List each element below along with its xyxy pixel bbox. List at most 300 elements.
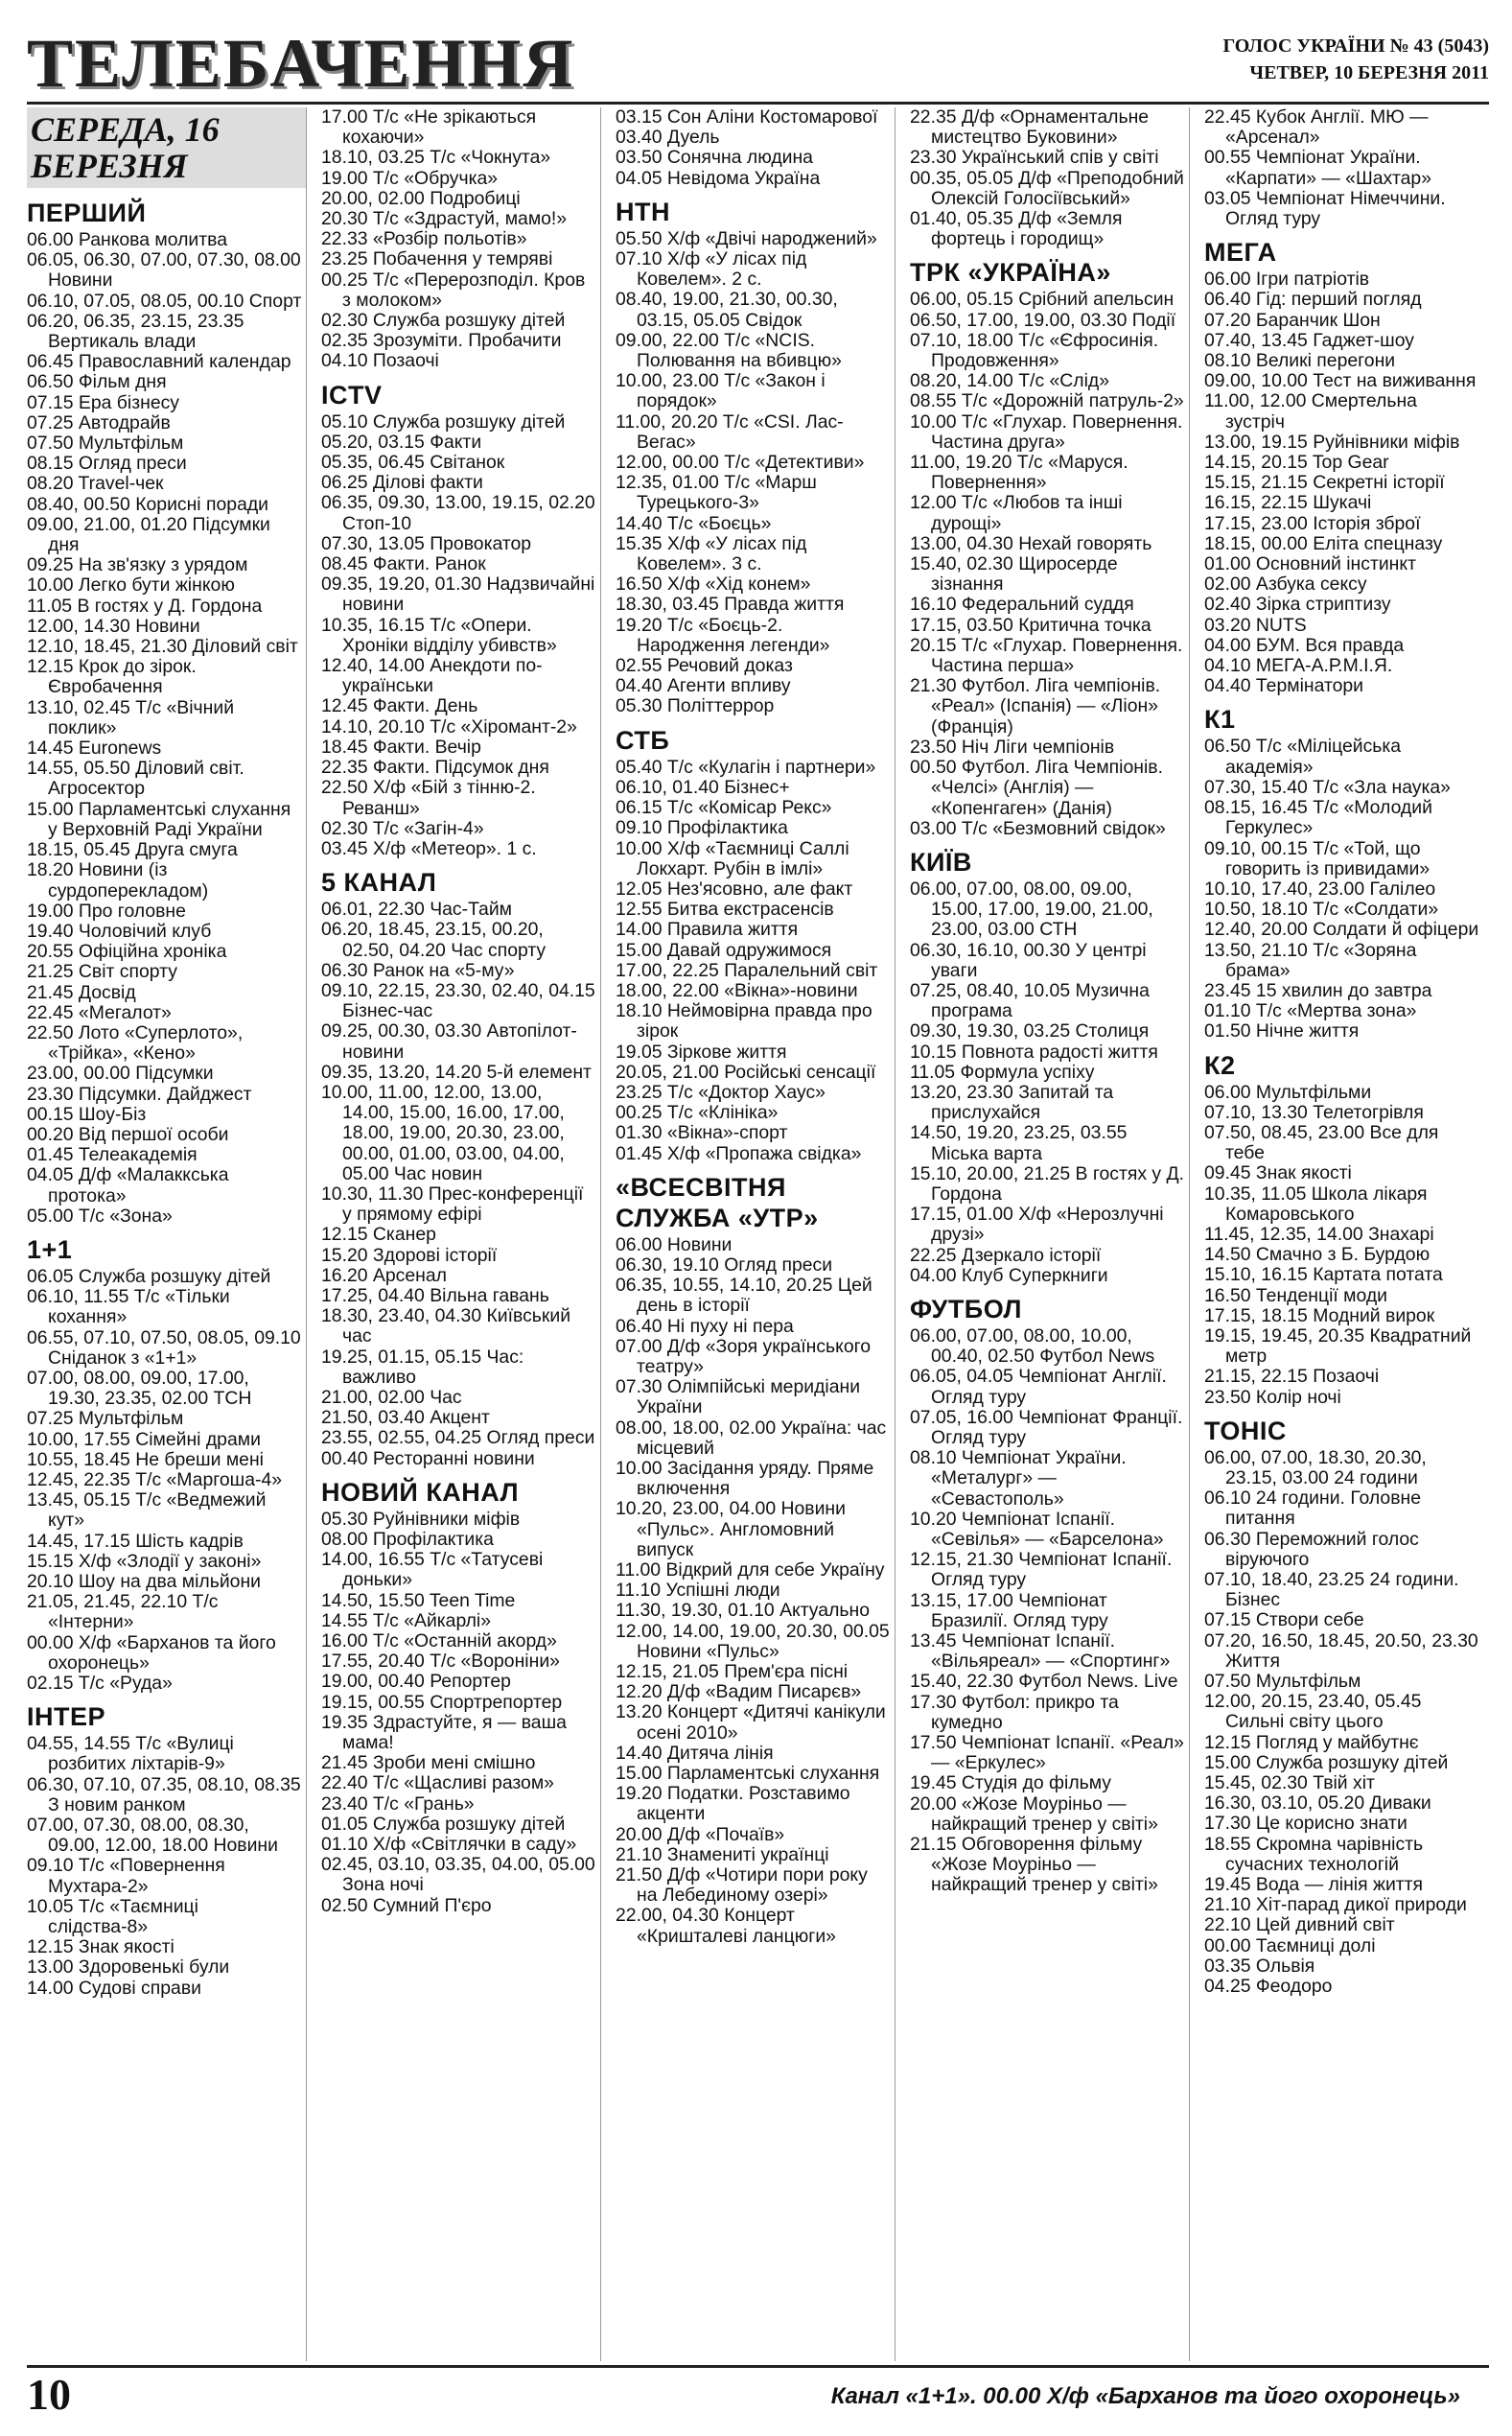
program-entry: 02.50 Сумний П'єро bbox=[321, 1894, 492, 1916]
program-entry: 06.00, 05.15 Срібний апельсин bbox=[910, 289, 1175, 311]
channel-heading: 1+1 bbox=[27, 1234, 73, 1264]
program-entry: 06.50 Т/с «Міліцейська академія» bbox=[1204, 736, 1402, 778]
column-5 bbox=[1204, 107, 1484, 2361]
program-entry: 14.50 Смачно з Б. Бурдою bbox=[1204, 1244, 1431, 1266]
program-entry: 09.10 Т/с «Повернення Мухтара-2» bbox=[27, 1855, 225, 1897]
program-entry: 18.30, 23.40, 04.30 Київський час bbox=[321, 1305, 571, 1347]
program-entry: 00.20 Від першої особи bbox=[27, 1123, 229, 1145]
program-entry: 09.35, 13.20, 14.20 5-й елемент bbox=[321, 1061, 592, 1083]
program-entry: 19.00 Про головне bbox=[27, 900, 186, 922]
program-entry: 01.10 Х/ф «Світлячки в саду» bbox=[321, 1834, 577, 1856]
program-entry: 11.10 Успішні люди bbox=[616, 1580, 780, 1602]
program-entry: 12.20 Д/ф «Вадим Писарєв» bbox=[616, 1681, 862, 1703]
program-entry: 22.00, 04.30 Концерт «Кришталеві ланцюги» bbox=[616, 1905, 836, 1947]
program-entry: 00.55 Чемпіонат України. «Карпати» — «Шахтар» bbox=[1204, 147, 1432, 189]
program-entry: 10.30, 11.30 Прес-конференції у прямому ефірі bbox=[321, 1183, 584, 1226]
program-entry: 22.33 «Розбір польотів» bbox=[321, 228, 527, 250]
program-entry: 09.00, 10.00 Тест на виживання bbox=[1204, 370, 1477, 392]
program-entry: 11.00, 20.20 Т/с «CSI. Лас-Вегас» bbox=[616, 410, 844, 453]
program-entry: 17.15, 01.00 Х/ф «Нерозлучні друзі» bbox=[910, 1204, 1164, 1246]
program-entry: 20.30 Т/с «Здрастуй, мамо!» bbox=[321, 208, 568, 230]
program-entry: 15.40, 02.30 Щиросерде зізнання bbox=[910, 553, 1118, 596]
program-entry: 06.20, 06.35, 23.15, 23.35 Вертикаль влади bbox=[27, 310, 244, 353]
program-entry: 06.10 24 години. Головне питання bbox=[1204, 1487, 1422, 1530]
program-entry: 10.05 Т/с «Таємниці слідства-8» bbox=[27, 1895, 198, 1938]
program-entry: 07.25, 08.40, 10.05 Музична програма bbox=[910, 979, 1150, 1022]
program-entry: 17.25, 04.40 Вільна гавань bbox=[321, 1284, 549, 1306]
program-entry: 17.55, 20.40 Т/с «Вороніни» bbox=[321, 1651, 560, 1673]
program-entry: 12.15 Крок до зірок. Євробачення bbox=[27, 656, 197, 698]
program-entry: 13.50, 21.10 Т/с «Зоряна брама» bbox=[1204, 939, 1417, 981]
program-entry: 14.50, 19.20, 23.25, 03.55 Міська варта bbox=[910, 1122, 1128, 1164]
program-entry: 16.10 Федеральний суддя bbox=[910, 594, 1134, 616]
program-entry: 02.15 Т/с «Руда» bbox=[27, 1673, 173, 1695]
column-2 bbox=[321, 107, 601, 2361]
footer bbox=[27, 2371, 1489, 2419]
program-entry: 07.40, 13.45 Гаджет-шоу bbox=[1204, 329, 1414, 351]
program-entry: 08.20 Travel-чек bbox=[27, 473, 164, 495]
program-entry: 23.30 Український спів у світі bbox=[910, 147, 1159, 169]
program-entry: 17.00, 22.25 Паралельний світ bbox=[616, 959, 878, 981]
program-entry: 18.55 Скромна чарівність сучасних технологій bbox=[1204, 1833, 1424, 1875]
program-entry: 22.35 Д/ф «Орнаментальне мистецтво Буковини» bbox=[910, 107, 1150, 149]
program-entry: 18.15, 00.00 Еліта спецназу bbox=[1204, 532, 1443, 554]
program-entry: 17.30 Це корисно знати bbox=[1204, 1813, 1407, 1835]
program-entry: 11.00, 19.20 Т/с «Маруся. Повернення» bbox=[910, 452, 1128, 494]
program-entry: 06.25 Ділові факти bbox=[321, 472, 483, 494]
program-entry: 21.15 Обговорення фільму «Жозе Моурiньо — найкращий тренер у світі» bbox=[910, 1834, 1158, 1896]
program-entry: 15.00 Парламентські слухання bbox=[616, 1763, 880, 1785]
program-entry: 06.00, 07.00, 18.30, 20.30, 23.15, 03.00 24 години bbox=[1204, 1446, 1427, 1488]
program-entry: 08.20, 14.00 Т/с «Слід» bbox=[910, 370, 1110, 392]
program-entry: 14.40 Дитяча лінія bbox=[616, 1742, 774, 1764]
program-entry: 06.30, 16.10, 00.30 У центрі уваги bbox=[910, 939, 1147, 981]
program-entry: 04.40 Термінатори bbox=[1204, 675, 1364, 697]
program-entry: 18.20 Новини (із сурдоперекладом) bbox=[27, 859, 209, 902]
program-entry: 04.25 Феодоро bbox=[1204, 1976, 1333, 1998]
program-entry: 19.00 Т/с «Обручка» bbox=[321, 167, 499, 189]
program-entry: 22.10 Цей дивний світ bbox=[1204, 1914, 1395, 1936]
program-entry: 01.10 Т/с «Мертва зона» bbox=[1204, 1000, 1417, 1022]
channel-heading: К2 bbox=[1204, 1050, 1236, 1080]
program-entry: 02.00 Азбука сексу bbox=[1204, 574, 1367, 596]
program-entry: 21.00, 02.00 Час bbox=[321, 1386, 462, 1408]
program-entry: 07.10, 18.00 Т/с «Єфросинія. Продовження» bbox=[910, 329, 1159, 372]
program-entry: 04.00 Клуб Суперкниги bbox=[910, 1264, 1108, 1286]
program-entry: 16.15, 22.15 Шукачі bbox=[1204, 492, 1372, 514]
program-entry: 20.00 Д/ф «Почаїв» bbox=[616, 1823, 785, 1845]
program-entry: 06.30, 19.10 Огляд преси bbox=[616, 1253, 833, 1276]
program-entry: 08.55 Т/с «Дорожній патруль-2» bbox=[910, 390, 1184, 412]
program-entry: 06.00 Новини bbox=[616, 1233, 733, 1255]
program-entry: 00.40 Ресторанні новини bbox=[321, 1447, 535, 1469]
program-entry: 05.00 Т/с «Зона» bbox=[27, 1205, 173, 1227]
program-entry: 08.00, 18.00, 02.00 Україна: час місцевий bbox=[616, 1417, 887, 1459]
program-entry: 23.25 Побачення у темряві bbox=[321, 248, 553, 270]
program-entry: 03.35 Ольвія bbox=[1204, 1955, 1315, 1977]
program-entry: 13.45 Чемпіонат Іспанії. «Вільяреал» — «Спортинг» bbox=[910, 1630, 1171, 1673]
program-entry: 06.00 Ігри патріотів bbox=[1204, 269, 1370, 291]
program-entry: 13.20, 23.30 Запитай та прислухайся bbox=[910, 1081, 1114, 1124]
program-entry: 10.10, 17.40, 23.00 Галілео bbox=[1204, 878, 1436, 900]
program-entry: 22.40 Т/с «Щасливі разом» bbox=[321, 1772, 554, 1794]
program-entry: 12.45, 22.35 Т/с «Маргоша-4» bbox=[27, 1468, 283, 1490]
program-entry: 11.45, 12.35, 14.00 Знахарі bbox=[1204, 1223, 1434, 1245]
issue-number: ГОЛОС УКРАЇНИ № 43 (5043) bbox=[1222, 35, 1489, 57]
program-entry: 08.40, 00.50 Корисні поради bbox=[27, 493, 269, 515]
program-entry: 23.50 Ніч Ліги чемпіонів bbox=[910, 736, 1115, 758]
program-entry: 10.00, 17.55 Сімейні драми bbox=[27, 1428, 261, 1450]
program-entry: 15.10, 16.15 Картата потата bbox=[1204, 1264, 1443, 1286]
program-entry: 00.25 Т/с «Клініка» bbox=[616, 1102, 779, 1124]
program-entry: 08.15 Огляд преси bbox=[27, 453, 187, 475]
program-entry: 12.15 Знак якості bbox=[27, 1936, 174, 1958]
program-entry: 00.00 Таємниці долі bbox=[1204, 1934, 1376, 1956]
program-entry: 09.35, 19.20, 01.30 Надзвичайні новини bbox=[321, 574, 595, 616]
program-entry: 13.10, 02.45 Т/с «Вічний поклик» bbox=[27, 696, 235, 738]
program-entry: 12.00, 14.30 Новини bbox=[27, 615, 200, 637]
column-1 bbox=[27, 107, 307, 2361]
program-entry: 13.15, 17.00 Чемпіонат Бразилії. Огляд туру bbox=[910, 1589, 1108, 1631]
program-entry: 15.40, 22.30 Футбол News. Live bbox=[910, 1671, 1178, 1693]
channel-heading: ФУТБОЛ bbox=[910, 1294, 1022, 1323]
program-entry: 01.45 Х/ф «Пропажа свідка» bbox=[616, 1142, 862, 1164]
program-entry: 22.25 Дзеркало історії bbox=[910, 1244, 1102, 1266]
program-entry: 06.40 Гід: перший погляд bbox=[1204, 289, 1422, 311]
program-entry: 22.50 Х/ф «Бій з тінню-2. Реванш» bbox=[321, 777, 536, 819]
program-entry: 08.40, 19.00, 21.30, 00.30, 03.15, 05.05 Свідок bbox=[616, 289, 838, 331]
channel-heading: ICTV bbox=[321, 380, 383, 410]
column-4 bbox=[910, 107, 1190, 2361]
channel-heading: «ВСЕСВІТНЯ СЛУЖБА «УТР» bbox=[616, 1172, 819, 1232]
program-entry: 17.15, 03.50 Критична точка bbox=[910, 614, 1151, 636]
program-entry: 06.01, 22.30 Час-Тайм bbox=[321, 899, 512, 921]
program-entry: 16.20 Арсенал bbox=[321, 1264, 447, 1286]
program-entry: 06.10, 07.05, 08.05, 00.10 Спорт bbox=[27, 290, 302, 312]
program-entry: 23.50 Колір ночі bbox=[1204, 1386, 1341, 1408]
program-entry: 14.45, 17.15 Шість кадрів bbox=[27, 1530, 244, 1552]
program-entry: 07.10, 18.40, 23.25 24 години. Бізнес bbox=[1204, 1569, 1459, 1611]
program-entry: 12.00, 20.15, 23.40, 05.45 Сильні світу цього bbox=[1204, 1691, 1422, 1733]
program-entry: 03.05 Чемпіонат Німеччини. Огляд туру bbox=[1204, 187, 1446, 230]
program-entry: 04.40 Агенти впливу bbox=[616, 675, 791, 697]
column-3 bbox=[616, 107, 896, 2361]
program-entry: 23.40 Т/с «Грань» bbox=[321, 1792, 475, 1815]
program-entry: 07.00, 07.30, 08.00, 08.30, 09.00, 12.00, 18.00 Новини bbox=[27, 1815, 278, 1857]
program-entry: 09.10, 22.15, 23.30, 02.40, 04.15 Бізнес-час bbox=[321, 979, 595, 1022]
program-entry: 07.15 Ера бізнесу bbox=[27, 391, 179, 413]
issue-info bbox=[1222, 33, 1489, 86]
program-entry: 13.00, 19.15 Руйнівники міфів bbox=[1204, 431, 1460, 453]
program-entry: 12.15, 21.05 Прем'єра пісні bbox=[616, 1661, 849, 1683]
program-entry: 07.30 Олімпійські меридіани України bbox=[616, 1376, 861, 1418]
program-entry: 06.00, 07.00, 08.00, 09.00, 15.00, 17.00, 19.00, 21.00, 23.00, 03.00 СТН bbox=[910, 878, 1153, 941]
program-entry: 04.10 МЕГА-А.Р.М.І.Я. bbox=[1204, 655, 1393, 677]
program-entry: 06.00, 07.00, 08.00, 10.00, 00.40, 02.50 Футбол News bbox=[910, 1324, 1155, 1368]
program-entry: 12.15 Погляд у майбутнє bbox=[1204, 1731, 1419, 1753]
program-entry: 14.45 Euronews bbox=[27, 738, 162, 760]
program-entry: 01.50 Нічне життя bbox=[1204, 1020, 1360, 1042]
tv-listings bbox=[27, 107, 1489, 2361]
program-entry: 19.15, 00.55 Спортрепортер bbox=[321, 1691, 563, 1713]
program-entry: 03.50 Сонячна людина bbox=[616, 147, 813, 169]
program-entry: 19.20 Т/с «Боєць-2. Народження легенди» bbox=[616, 614, 830, 656]
program-entry: 09.45 Знак якості bbox=[1204, 1162, 1352, 1184]
program-entry: 08.10 Чемпіонат України. «Металург» — «Севастополь» bbox=[910, 1447, 1127, 1510]
program-entry: 14.00 Судові справи bbox=[27, 1977, 201, 1999]
program-entry: 04.05 Невідома Україна bbox=[616, 167, 821, 189]
program-entry: 05.10 Служба розшуку дітей bbox=[321, 410, 566, 433]
program-entry: 09.25, 00.30, 03.30 Автопілот-новини bbox=[321, 1020, 577, 1063]
program-entry: 00.50 Футбол. Ліга Чемпіонів. «Челсі» (Англія) — «Копенгаген» (Данія) bbox=[910, 757, 1163, 819]
program-entry: 18.15, 05.45 Друга смуга bbox=[27, 839, 238, 861]
program-entry: 10.00 Х/ф «Таємниці Саллі Локхарт. Рубін в імлі» bbox=[616, 837, 849, 879]
program-entry: 06.30 Переможний голос віруючого bbox=[1204, 1528, 1419, 1570]
program-entry: 10.00 Засідання уряду. Пряме включення bbox=[616, 1457, 874, 1500]
program-entry: 14.55, 05.50 Діловий світ. Агросектор bbox=[27, 758, 244, 800]
program-entry: 15.45, 02.30 Твій хіт bbox=[1204, 1772, 1375, 1794]
program-entry: 06.10, 01.40 Бізнес+ bbox=[616, 776, 790, 798]
program-entry: 14.50, 15.50 Teen Time bbox=[321, 1589, 516, 1611]
program-entry: 01.05 Служба розшуку дітей bbox=[321, 1813, 566, 1835]
program-entry: 21.10 Хіт-парад дикої природи bbox=[1204, 1894, 1467, 1916]
program-entry: 13.45, 05.15 Т/с «Ведмежий кут» bbox=[27, 1489, 267, 1532]
program-entry: 19.25, 01.15, 05.15 Час: важливо bbox=[321, 1346, 524, 1388]
program-entry: 09.25 На зв'язку з урядом bbox=[27, 554, 248, 576]
program-entry: 15.00 Давай одружимося bbox=[616, 939, 832, 961]
program-entry: 19.20 Податки. Розставимо акценти bbox=[616, 1783, 850, 1825]
program-entry: 04.10 Позаочі bbox=[321, 350, 439, 372]
program-entry: 23.25 Т/с «Доктор Хаус» bbox=[616, 1081, 826, 1103]
program-entry: 06.10, 11.55 Т/с «Тільки кохання» bbox=[27, 1286, 230, 1328]
program-entry: 17.50 Чемпіонат Іспанії. «Реал» — «Еркулес» bbox=[910, 1732, 1184, 1774]
program-entry: 04.05 Д/ф «Малаккська протока» bbox=[27, 1164, 229, 1206]
program-entry: 12.10, 18.45, 21.30 Діловий світ bbox=[27, 636, 298, 658]
program-entry: 04.00 БУМ. Вся правда bbox=[1204, 634, 1405, 656]
program-entry: 15.15 Х/ф «Злодії у законі» bbox=[27, 1550, 262, 1572]
program-entry: 02.40 Зірка стриптизу bbox=[1204, 594, 1391, 616]
issue-date: ЧЕТВЕР, 10 БЕРЕЗНЯ 2011 bbox=[1249, 62, 1489, 83]
program-entry: 00.00 Х/ф «Барханов та його охоронець» bbox=[27, 1631, 276, 1674]
program-entry: 19.05 Зіркове життя bbox=[616, 1041, 787, 1063]
program-entry: 16.30, 03.10, 05.20 Диваки bbox=[1204, 1792, 1431, 1815]
program-entry: 11.00, 12.00 Смертельна зустріч bbox=[1204, 390, 1417, 433]
program-entry: 22.45 Кубок Англії. МЮ — «Арсенал» bbox=[1204, 107, 1429, 149]
section-title: ТЕЛЕБАЧЕННЯ bbox=[27, 25, 575, 102]
channel-heading: ІНТЕР bbox=[27, 1702, 106, 1732]
program-entry: 06.15 Т/с «Комісар Рекс» bbox=[616, 797, 832, 819]
program-entry: 15.10, 20.00, 21.25 В гостях у Д. Гордона bbox=[910, 1162, 1185, 1205]
program-entry: 05.40 Т/с «Кулагін і партнери» bbox=[616, 756, 876, 778]
program-entry: 09.30, 19.30, 03.25 Столиця bbox=[910, 1020, 1150, 1042]
program-entry: 10.50, 18.10 Т/с «Солдати» bbox=[1204, 899, 1439, 921]
program-entry: 17.15, 18.15 Модний вирок bbox=[1204, 1304, 1435, 1326]
bottom-rule bbox=[27, 2365, 1489, 2368]
program-entry: 15.20 Здорові історії bbox=[321, 1244, 498, 1266]
program-entry: 10.00, 23.00 Т/с «Закон і порядок» bbox=[616, 370, 826, 412]
channel-heading: КИЇВ bbox=[910, 847, 972, 877]
program-entry: 07.10, 13.30 Телетогрівля bbox=[1204, 1101, 1424, 1123]
program-entry: 07.00 Д/ф «Зоря українського театру» bbox=[616, 1335, 872, 1377]
program-entry: 19.00, 00.40 Репортер bbox=[321, 1671, 511, 1693]
program-entry: 15.35 Х/ф «У лісах під Ковелем». 3 с. bbox=[616, 532, 807, 575]
program-entry: 21.50 Д/ф «Чотири пори року на Лебединому озері» bbox=[616, 1864, 868, 1907]
program-entry: 21.50, 03.40 Акцент bbox=[321, 1407, 490, 1429]
program-entry: 06.50 Фільм дня bbox=[27, 371, 167, 393]
program-entry: 20.55 Офіційна хроніка bbox=[27, 941, 227, 963]
program-entry: 06.40 Ні пуху ні пера bbox=[616, 1315, 794, 1337]
program-entry: 06.05, 04.05 Чемпіонат Англії. Огляд туру bbox=[910, 1366, 1167, 1408]
program-entry: 07.10 Х/ф «У лісах під Ковелем». 2 с. bbox=[616, 248, 807, 291]
program-entry: 21.25 Світ спорту bbox=[27, 961, 177, 983]
program-entry: 21.15, 22.15 Позаочі bbox=[1204, 1366, 1380, 1388]
program-entry: 03.20 NUTS bbox=[1204, 614, 1307, 636]
program-entry: 20.05, 21.00 Російські сенсації bbox=[616, 1061, 876, 1083]
program-entry: 08.10 Великі перегони bbox=[1204, 350, 1396, 372]
program-entry: 21.45 Зроби мені смішно bbox=[321, 1752, 536, 1774]
program-entry: 23.55, 02.55, 04.25 Огляд преси bbox=[321, 1427, 595, 1449]
program-entry: 15.00 Парламентські слухання у Верховній Раді України bbox=[27, 798, 291, 840]
program-entry: 12.05 Нез'ясовно, але факт bbox=[616, 878, 853, 900]
program-entry: 21.30 Футбол. Ліга чемпіонів. «Реал» (Іспанія) — «Ліон» (Франція) bbox=[910, 675, 1161, 738]
program-entry: 10.00 Легко бути жінкою bbox=[27, 574, 235, 597]
program-entry: 18.10 Неймовірна правда про зірок bbox=[616, 1000, 872, 1042]
program-entry: 21.45 Досвід bbox=[27, 981, 136, 1003]
program-entry: 22.50 Лото «Суперлото», «Трійка», «Кено» bbox=[27, 1021, 244, 1065]
channel-heading: СТБ bbox=[616, 725, 670, 755]
program-entry: 12.40, 20.00 Солдати й офіцери bbox=[1204, 919, 1479, 941]
program-entry: 06.00 Ранкова молитва bbox=[27, 229, 228, 250]
program-entry: 18.10, 03.25 Т/с «Чокнута» bbox=[321, 147, 551, 169]
program-entry: 03.45 Х/ф «Метеор». 1 с. bbox=[321, 837, 537, 859]
program-entry: 01.00 Основний інстинкт bbox=[1204, 553, 1416, 575]
program-entry: 08.00 Профілактика bbox=[321, 1529, 494, 1550]
program-entry: 02.45, 03.10, 03.35, 04.00, 05.00 Зона ночі bbox=[321, 1854, 595, 1896]
program-entry: 13.20 Концерт «Дитячі канікули осені 2010» bbox=[616, 1701, 886, 1744]
program-entry: 07.25 Мультфільм bbox=[27, 1408, 184, 1430]
channel-heading: ТРК «УКРАЇНА» bbox=[910, 258, 1111, 288]
program-entry: 09.10 Профілактика bbox=[616, 817, 788, 839]
channel-heading: НОВИЙ КАНАЛ bbox=[321, 1477, 520, 1507]
program-entry: 14.00 Правила життя bbox=[616, 919, 799, 941]
page-number: 10 bbox=[27, 2370, 71, 2419]
program-entry: 16.00 Т/с «Останній акорд» bbox=[321, 1630, 557, 1652]
program-entry: 14.15, 20.15 Top Gear bbox=[1204, 452, 1389, 474]
program-entry: 01.45 Телеакадемія bbox=[27, 1144, 198, 1166]
program-entry: 11.05 Формула успіху bbox=[910, 1061, 1095, 1083]
program-entry: 10.15 Повнота радості життя bbox=[910, 1041, 1158, 1063]
program-entry: 20.15 Т/с «Глухар. Повернення. Частина перша» bbox=[910, 634, 1183, 677]
program-entry: 15.15, 21.15 Секретні історії bbox=[1204, 472, 1445, 494]
program-entry: 06.55, 07.10, 07.50, 08.05, 09.10 Сніданок з «1+1» bbox=[27, 1326, 301, 1369]
program-entry: 14.10, 20.10 Т/с «Хіромант-2» bbox=[321, 715, 577, 738]
program-entry: 10.55, 18.45 Не бреши мені bbox=[27, 1448, 264, 1470]
program-entry: 16.50 Х/ф «Хід конем» bbox=[616, 574, 811, 596]
channel-heading: НТН bbox=[616, 197, 670, 226]
program-entry: 14.55 Т/с «Айкарлі» bbox=[321, 1609, 491, 1631]
channel-heading: 5 КАНАЛ bbox=[321, 868, 437, 898]
program-entry: 13.00, 04.30 Нехай говорять bbox=[910, 532, 1152, 554]
program-entry: 23.30 Підсумки. Дайджест bbox=[27, 1083, 252, 1105]
program-entry: 11.30, 19.30, 01.10 Актуально bbox=[616, 1600, 870, 1622]
program-entry: 02.30 Служба розшуку дітей bbox=[321, 310, 566, 332]
program-entry: 02.35 Зрозуміти. Пробачити bbox=[321, 330, 562, 352]
program-entry: 03.00 Т/с «Безмовний свідок» bbox=[910, 817, 1166, 839]
program-entry: 06.05 Служба розшуку дітей bbox=[27, 1265, 271, 1287]
program-entry: 17.00 Т/с «Не зрікаються кохаючи» bbox=[321, 107, 537, 149]
program-entry: 23.45 15 хвилин до завтра bbox=[1204, 979, 1432, 1001]
program-entry: 12.15 Сканер bbox=[321, 1224, 436, 1246]
program-entry: 05.30 Руйнівники міфів bbox=[321, 1508, 521, 1530]
program-entry: 19.40 Чоловічий клуб bbox=[27, 920, 212, 942]
program-entry: 05.30 Політтеррор bbox=[616, 695, 775, 717]
channel-heading: ПЕРШИЙ bbox=[27, 199, 147, 227]
program-entry: 12.00, 14.00, 19.00, 20.30, 00.05 Новини «Пульс» bbox=[616, 1620, 890, 1662]
program-entry: 16.50 Тенденції моди bbox=[1204, 1284, 1387, 1306]
program-entry: 17.30 Футбол: прикро та кумедно bbox=[910, 1691, 1119, 1733]
program-entry: 11.00 Відкрий для себе Україну bbox=[616, 1559, 885, 1581]
program-entry: 06.35, 10.55, 14.10, 20.25 Цей день в історії bbox=[616, 1275, 872, 1317]
program-entry: 14.00, 16.55 Т/с «Татусеві доньки» bbox=[321, 1549, 544, 1591]
program-entry: 06.30, 07.10, 07.35, 08.10, 08.35 З новим ранком bbox=[27, 1773, 301, 1815]
program-entry: 06.20, 18.45, 23.15, 00.20, 02.50, 04.20 Час спорту bbox=[321, 919, 547, 961]
program-entry: 12.00, 00.00 Т/с «Детективи» bbox=[616, 452, 865, 474]
channel-heading: К1 bbox=[1204, 705, 1236, 735]
program-entry: 19.45 Студія до фільму bbox=[910, 1772, 1111, 1794]
program-entry: 20.10 Шоу на два мільйони bbox=[27, 1571, 261, 1592]
program-entry: 03.40 Дуель bbox=[616, 127, 720, 149]
program-entry: 10.00 Т/с «Глухар. Повернення. Частина друга» bbox=[910, 410, 1183, 453]
program-entry: 06.35, 09.30, 13.00, 19.15, 02.20 Стоп-10 bbox=[321, 492, 595, 534]
program-entry: 21.10 Знамениті українці bbox=[616, 1843, 829, 1865]
program-entry: 07.20, 16.50, 18.45, 20.50, 23.30 Життя bbox=[1204, 1629, 1478, 1672]
program-entry: 07.00, 08.00, 09.00, 17.00, 19.30, 23.35, 02.00 ТСН bbox=[27, 1367, 252, 1410]
program-entry: 02.55 Речовий доказ bbox=[616, 655, 793, 677]
program-entry: 09.00, 21.00, 01.20 Підсумки дня bbox=[27, 513, 270, 556]
footer-highlight: Канал «1+1». 00.00 Х/ф «Барханов та його охоронець» bbox=[830, 2383, 1460, 2409]
program-entry: 06.05, 06.30, 07.00, 07.30, 08.00 Новини bbox=[27, 249, 301, 292]
program-entry: 18.30, 03.45 Правда життя bbox=[616, 594, 845, 616]
program-entry: 07.15 Створи себе bbox=[1204, 1609, 1364, 1631]
program-entry: 07.20 Баранчик Шон bbox=[1204, 309, 1381, 331]
program-entry: 12.35, 01.00 Т/с «Марш Турецького-3» bbox=[616, 472, 817, 514]
masthead bbox=[27, 25, 1489, 102]
program-entry: 00.25 Т/с «Перерозподіл. Кров з молоком» bbox=[321, 269, 586, 311]
program-entry: 19.45 Вода — лінія життя bbox=[1204, 1874, 1424, 1896]
program-entry: 14.40 Т/с «Боєць» bbox=[616, 512, 772, 534]
program-entry: 07.30, 13.05 Провокатор bbox=[321, 532, 532, 554]
program-entry: 20.00 «Жозе Моурiньо — найкращий тренер у світі» bbox=[910, 1792, 1158, 1835]
program-entry: 01.40, 05.35 Д/ф «Земля фортець і городищ» bbox=[910, 208, 1123, 250]
program-entry: 07.50 Мультфільм bbox=[27, 433, 184, 455]
program-entry: 18.00, 22.00 «Вікна»-новини bbox=[616, 979, 858, 1001]
program-entry: 10.35, 11.05 Школа лікаря Комаровського bbox=[1204, 1183, 1428, 1225]
program-entry: 12.45 Факти. День bbox=[321, 695, 478, 717]
program-entry: 05.35, 06.45 Світанок bbox=[321, 452, 505, 474]
program-entry: 00.35, 05.05 Д/ф «Преподобний Олексій Голосіївський» bbox=[910, 167, 1184, 209]
program-entry: 19.15, 19.45, 20.35 Квадратний метр bbox=[1204, 1324, 1472, 1368]
program-entry: 03.15 Сон Аліни Костомарової bbox=[616, 107, 878, 128]
program-entry: 12.40, 14.00 Анекдоти по-українськи bbox=[321, 655, 543, 697]
program-entry: 19.35 Здрастуйте, я — ваша мама! bbox=[321, 1711, 567, 1754]
program-entry: 01.30 «Вікна»-спорт bbox=[616, 1122, 788, 1144]
program-entry: 10.20 Чемпіонат Іспанії. «Севілья» — «Барселона» bbox=[910, 1508, 1164, 1550]
program-entry: 23.00, 00.00 Підсумки bbox=[27, 1063, 214, 1085]
program-entry: 04.55, 14.55 Т/с «Вулиці розбитих ліхтарів-9» bbox=[27, 1733, 234, 1775]
channel-heading: ТОНІС bbox=[1204, 1416, 1287, 1445]
program-entry: 05.50 Х/ф «Двічі народжений» bbox=[616, 227, 877, 249]
program-entry: 10.35, 16.15 Т/с «Опери. Хроніки відділу убивств» bbox=[321, 614, 557, 656]
